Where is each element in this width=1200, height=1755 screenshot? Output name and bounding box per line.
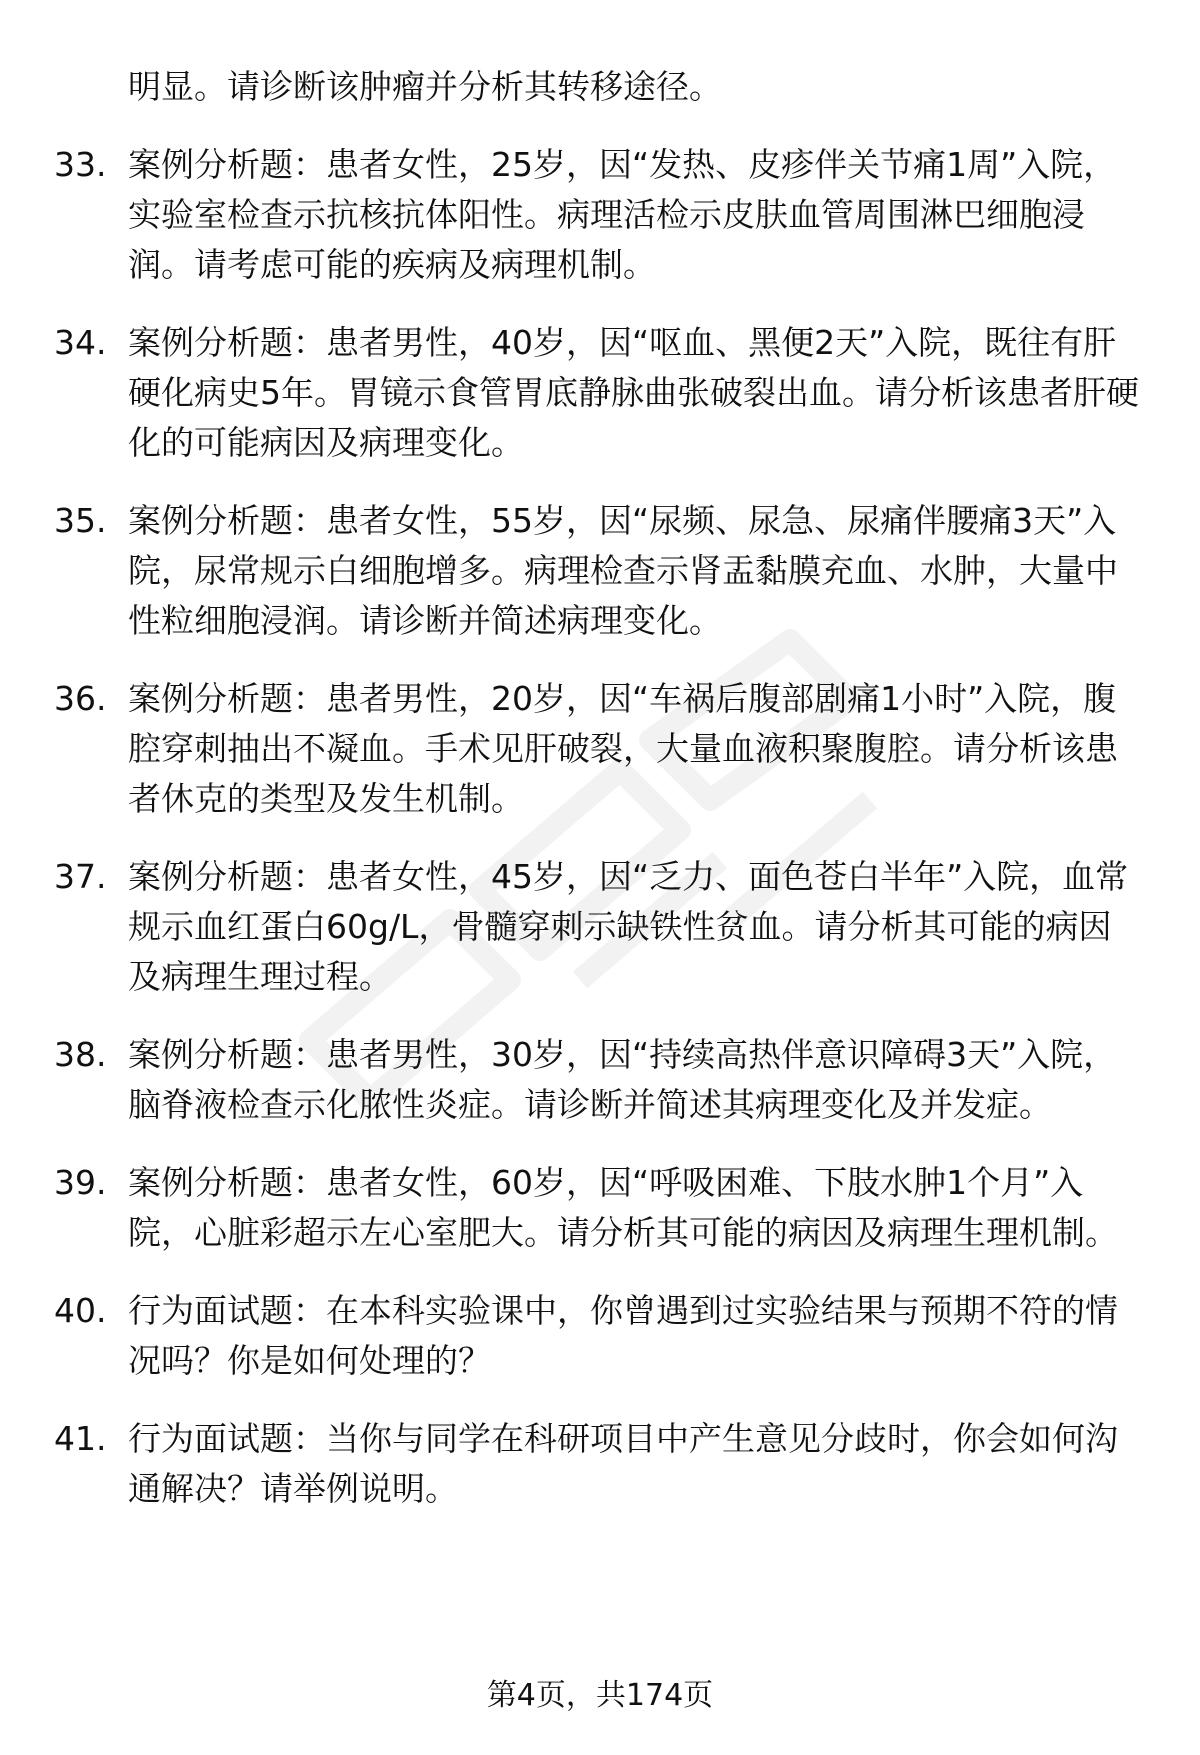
- question-text: 行为面试题：在本科实验课中，你曾遇到过实验结果与预期不符的情况吗？你是如何处理的？: [128, 1291, 1118, 1380]
- question-text: 案例分析题：患者女性，60岁，因“呼吸困难、下肢水肿1个月”入院，心脏彩超示左心室肥大。请分析其可能的病因及病理生理机制。: [128, 1163, 1118, 1252]
- question-item: [0, 1414, 1200, 1514]
- question-text: 案例分析题：患者女性，25岁，因“发热、皮疹伴关节痛1周”入院，实验室检查示抗核抗体阳性。病理活检示皮肤血管周围淋巴细胞浸润。请考虑可能的疾病及病理机制。: [128, 145, 1117, 284]
- question-item: [0, 140, 1200, 290]
- continuation-text: 明显。请诊断该肿瘤并分析其转移途径。: [128, 67, 722, 106]
- question-number: 41.: [54, 1419, 107, 1458]
- question-number: 35.: [54, 501, 107, 540]
- question-item: [0, 1030, 1200, 1130]
- question-text: 案例分析题：患者女性，55岁，因“尿频、尿急、尿痛伴腰痛3天”入院，尿常规示白细胞增多。病理检查示肾盂黏膜充血、水肿，大量中性粒细胞浸润。请诊断并简述病理变化。: [128, 501, 1118, 640]
- question-number: 36.: [54, 679, 107, 718]
- question-number: 40.: [54, 1291, 107, 1330]
- question-item: [0, 496, 1200, 646]
- question-text: 案例分析题：患者女性，45岁，因“乏力、面色苍白半年”入院，血常规示血红蛋白60g/L，骨髓穿刺示缺铁性贫血。请分析其可能的病因及病理生理过程。: [128, 857, 1129, 996]
- question-text: 案例分析题：患者男性，20岁，因“车祸后腹部剧痛1小时”入院，腹腔穿刺抽出不凝血。手术见肝破裂，大量血液积聚腹腔。请分析该患者休克的类型及发生机制。: [128, 679, 1118, 818]
- question-item: [0, 674, 1200, 824]
- question-number: 33.: [54, 145, 107, 184]
- question-number: 34.: [54, 323, 107, 362]
- question-number: 37.: [54, 857, 107, 896]
- question-text: 案例分析题：患者男性，30岁，因“持续高热伴意识障碍3天”入院，脑脊液检查示化脓性炎症。请诊断并简述其病理变化及并发症。: [128, 1035, 1117, 1124]
- question-list: [0, 140, 1200, 1542]
- question-text: 案例分析题：患者男性，40岁，因“呕血、黑便2天”入院，既往有肝硬化病史5年。胃镜示食管胃底静脉曲张破裂出血。请分析该患者肝硬化的可能病因及病理变化。: [128, 323, 1139, 462]
- question-item: [0, 318, 1200, 468]
- question-number: 39.: [54, 1163, 107, 1202]
- question-number: 38.: [54, 1035, 107, 1074]
- question-item: [0, 1286, 1200, 1386]
- question-item: [0, 852, 1200, 1002]
- question-item: [0, 1158, 1200, 1258]
- page-footer: 第4页，共174页: [486, 1678, 714, 1713]
- question-text: 行为面试题：当你与同学在科研项目中产生意见分歧时，你会如何沟通解决？请举例说明。: [128, 1419, 1118, 1508]
